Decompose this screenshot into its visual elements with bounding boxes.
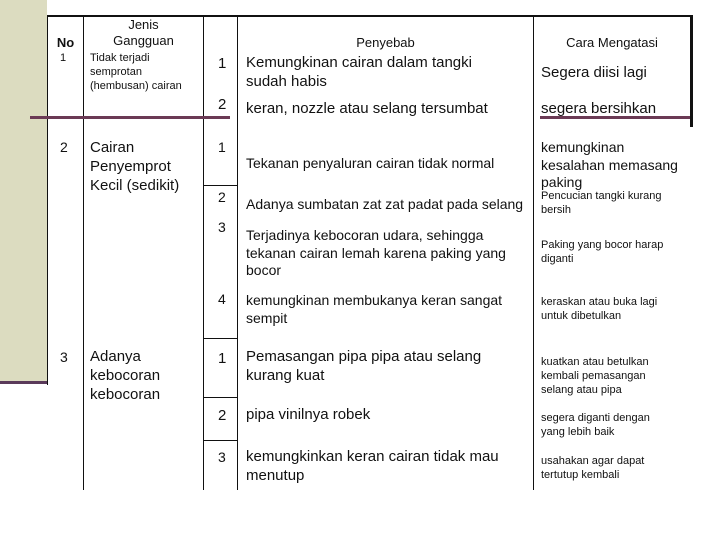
cause-text: Terjadinya kebocoran udara, sehingga tekanan cairan lemah karena paking yang bocor [246, 227, 506, 278]
cause-number: 4 [218, 291, 226, 307]
solution-text: segera bersihkan [541, 100, 657, 117]
cause-number: 2 [218, 407, 227, 424]
cause-text: Adanya sumbatan zat zat padat pada selang [246, 196, 524, 212]
row-number: 3 [60, 349, 68, 365]
cause-text: Pemasangan pipa pipa atau selang kurang kuat [246, 348, 482, 384]
cause-text: Tekanan penyaluran cairan tidak normal [246, 155, 495, 171]
grid-line [203, 15, 204, 490]
cause-number: 1 [218, 55, 227, 72]
grid-line [203, 440, 237, 441]
grid-line [203, 185, 237, 186]
solution-text: Segera diisi lagi [541, 64, 647, 81]
cause-text: kemungkinkan keran cairan tidak mau menutup [246, 448, 499, 484]
cause-number: 3 [218, 449, 226, 465]
cause-number: 2 [218, 189, 226, 205]
row-jenis-gangguan: Cairan Penyemprot Kecil (sedikit) [90, 139, 180, 194]
cause-text: kemungkinan membukanya keran sangat sempit [246, 292, 503, 326]
solution-text: Paking yang bocor harap diganti [541, 239, 664, 265]
header-no: No [56, 35, 75, 50]
cause-number: 1 [218, 139, 226, 155]
row-number: 2 [60, 139, 68, 155]
solution-text: segera diganti dengan yang lebih baik [541, 412, 650, 438]
header-jenis-gangguan: Jenis Gangguan [113, 17, 174, 49]
grid-line [203, 397, 237, 398]
grid-line [203, 338, 237, 339]
solution-text: kuatkan atau betulkan kembali pemasangan selang atau pipa [541, 356, 649, 396]
header-cara-mengatasi: Cara Mengatasi [566, 35, 658, 50]
cause-number: 1 [218, 350, 227, 367]
header-penyebab: Penyebab [356, 35, 415, 50]
cause-text: keran, nozzle atau selang tersumbat [246, 100, 488, 117]
row-jenis-gangguan: Tidak terjadi semprotan (hembusan) cairan [90, 52, 182, 92]
grid-line [533, 15, 534, 490]
cause-number: 3 [218, 219, 226, 235]
grid-line [237, 15, 238, 490]
row-jenis-gangguan: Adanya kebocoran kebocoran [90, 348, 161, 403]
side-band [0, 0, 47, 383]
grid-line [47, 15, 48, 385]
cause-text: pipa vinilnya robek [246, 406, 371, 423]
solution-text: kemungkinan kesalahan memasang paking [541, 139, 678, 190]
cause-number: 2 [218, 96, 227, 113]
grid-line [83, 15, 84, 490]
side-band-rule [0, 381, 47, 384]
cause-text: Kemungkinan cairan dalam tangki sudah habis [246, 54, 472, 90]
row-number: 1 [60, 52, 67, 64]
solution-text: usahakan agar dapat tertutup kembali [541, 455, 645, 481]
right-rule [690, 15, 693, 127]
solution-text: keraskan atau buka lagi untuk dibetulkan [541, 296, 658, 322]
solution-text: Pencucian tangki kurang bersih [541, 190, 662, 216]
row-separator-accent [30, 116, 230, 119]
